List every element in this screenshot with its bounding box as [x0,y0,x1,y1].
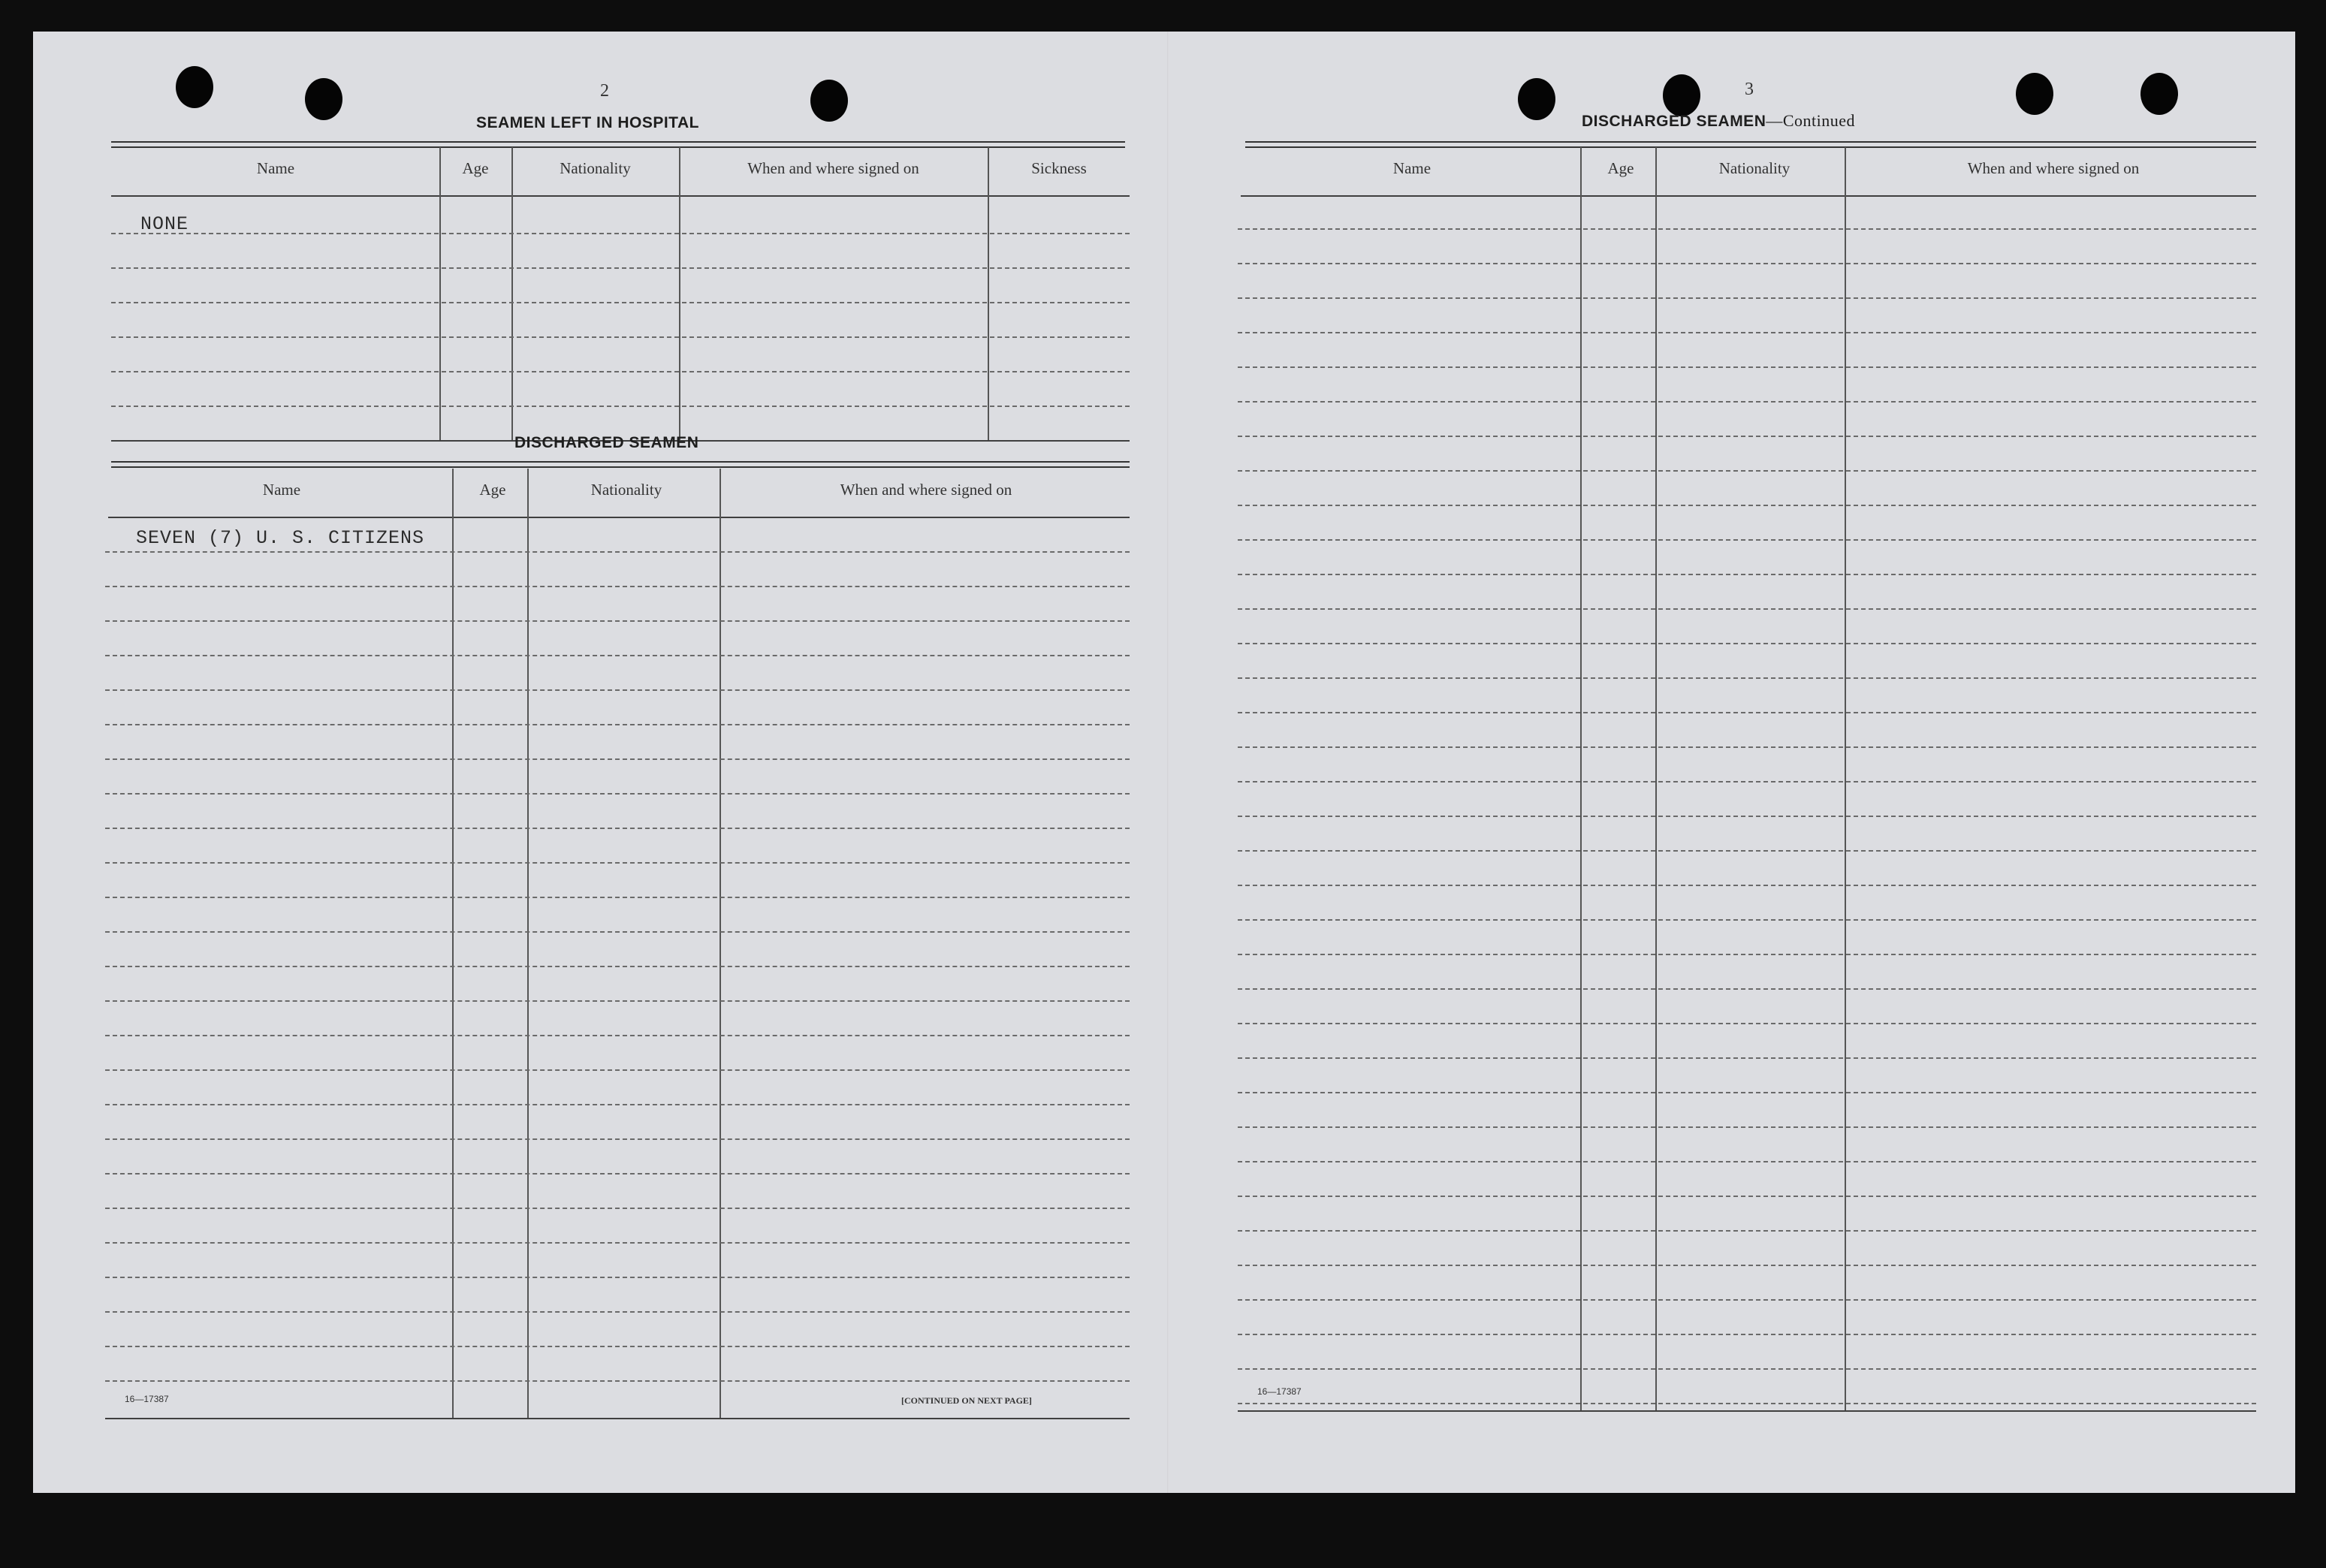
document-sheet [33,32,2295,1493]
row-line [111,371,1130,372]
col-header-nationality: Nationality [560,159,631,177]
column-divider [988,147,989,440]
col-header-age: Age [479,481,506,499]
row-line [105,966,1130,967]
row-line [1238,1092,2256,1093]
row-line [1238,988,2256,990]
page-fold [1167,32,1169,1493]
row-line [105,1311,1130,1313]
table-bottom-rule [105,1418,1130,1419]
row-line [1238,608,2256,610]
row-line [105,1138,1130,1140]
row-line [105,862,1130,864]
column-divider [439,147,441,440]
row-line [1238,1334,2256,1335]
row-line [1238,574,2256,575]
row-line [105,1069,1130,1071]
col-header-when-where: When and where signed on [747,159,919,177]
row-line [105,1380,1130,1382]
row-line [1238,677,2256,679]
row-line [1238,919,2256,921]
row-line [111,336,1130,338]
row-line [1238,297,2256,299]
row-line [1238,1265,2256,1266]
row-line [1238,1403,2256,1404]
discharged-top-rule [111,461,1130,468]
row-line [1238,263,2256,264]
punch-hole [810,80,848,122]
row-line [111,406,1130,407]
punch-hole [1663,74,1700,116]
col-header-age: Age [462,159,489,177]
col-header-sickness: Sickness [1031,159,1087,177]
col-header-when-where: When and where signed on [840,481,1012,499]
page-number: 2 [600,81,609,101]
right-top-rule [1245,141,2256,148]
row-line [1238,746,2256,748]
row-line [1238,850,2256,852]
column-divider [679,147,680,440]
column-divider [511,147,513,440]
hospital-section-title: SEAMEN LEFT IN HOSPITAL [476,114,699,131]
row-line [105,586,1130,587]
row-line [1238,228,2256,230]
row-line [105,758,1130,760]
column-divider [1655,147,1657,1412]
col-header-when-where: When and where signed on [1967,159,2140,177]
row-line [1238,1196,2256,1197]
row-line [105,828,1130,829]
row-line [105,1346,1130,1347]
title-suffix: —Continued [1766,111,1856,130]
row-line [105,689,1130,691]
row-line [1238,1161,2256,1162]
header-rule [1241,195,2256,197]
row-line [1238,401,2256,403]
punch-hole [2140,73,2178,115]
row-line [1238,1299,2256,1301]
row-line [1238,436,2256,437]
column-divider [1845,147,1846,1412]
row-line [1238,1023,2256,1024]
hospital-top-rule [111,141,1125,148]
row-line [105,620,1130,622]
row-line [1238,954,2256,955]
row-line [105,655,1130,656]
row-line [1238,366,2256,368]
title-main: DISCHARGED SEAMEN [1582,113,1766,130]
col-header-name: Name [1392,159,1432,177]
row-line [105,897,1130,898]
col-header-nationality: Nationality [1718,159,1791,177]
header-rule [108,517,1130,518]
row-line [1238,885,2256,886]
col-header-nationality: Nationality [590,481,662,499]
row-line [111,233,1130,234]
punch-hole [305,78,342,120]
row-line [105,724,1130,725]
row-line [1238,505,2256,506]
continued-note: [CONTINUED ON NEXT PAGE] [901,1395,1032,1406]
row-line [105,931,1130,933]
row-line [1238,539,2256,541]
row-line [111,267,1130,269]
row-line [105,1242,1130,1244]
row-line [1238,1230,2256,1232]
discharged-section-title: DISCHARGED SEAMEN [514,434,699,451]
hospital-entry: NONE [140,213,189,235]
row-line [1238,781,2256,782]
col-header-age: Age [1607,159,1634,177]
row-line [111,302,1130,303]
table-bottom-rule [1238,1410,2256,1412]
row-line [1238,1057,2256,1059]
col-header-name: Name [256,159,295,177]
row-line [1238,1368,2256,1370]
punch-hole [176,66,213,108]
col-header-name: Name [262,481,301,499]
row-line [1238,643,2256,644]
row-line [105,1208,1130,1209]
row-line [105,1104,1130,1105]
discharged-entry: SEVEN (7) U. S. CITIZENS [136,527,425,549]
row-line [1238,1126,2256,1128]
page-number: 3 [1745,80,1754,99]
row-line [105,1173,1130,1174]
row-line [1238,332,2256,333]
row-line [1238,470,2256,472]
row-line [105,1000,1130,1002]
row-line [1238,712,2256,713]
row-line [105,1277,1130,1278]
row-line [105,1035,1130,1036]
form-number: 16—17387 [1257,1386,1302,1397]
row-line [105,551,1130,553]
header-rule [111,195,1130,197]
row-line [105,793,1130,795]
form-number: 16—17387 [125,1394,169,1404]
discharged-continued-title [1582,111,1855,131]
punch-hole [1518,78,1555,120]
column-divider [1580,147,1582,1412]
row-line [1238,816,2256,817]
punch-hole [2016,73,2053,115]
